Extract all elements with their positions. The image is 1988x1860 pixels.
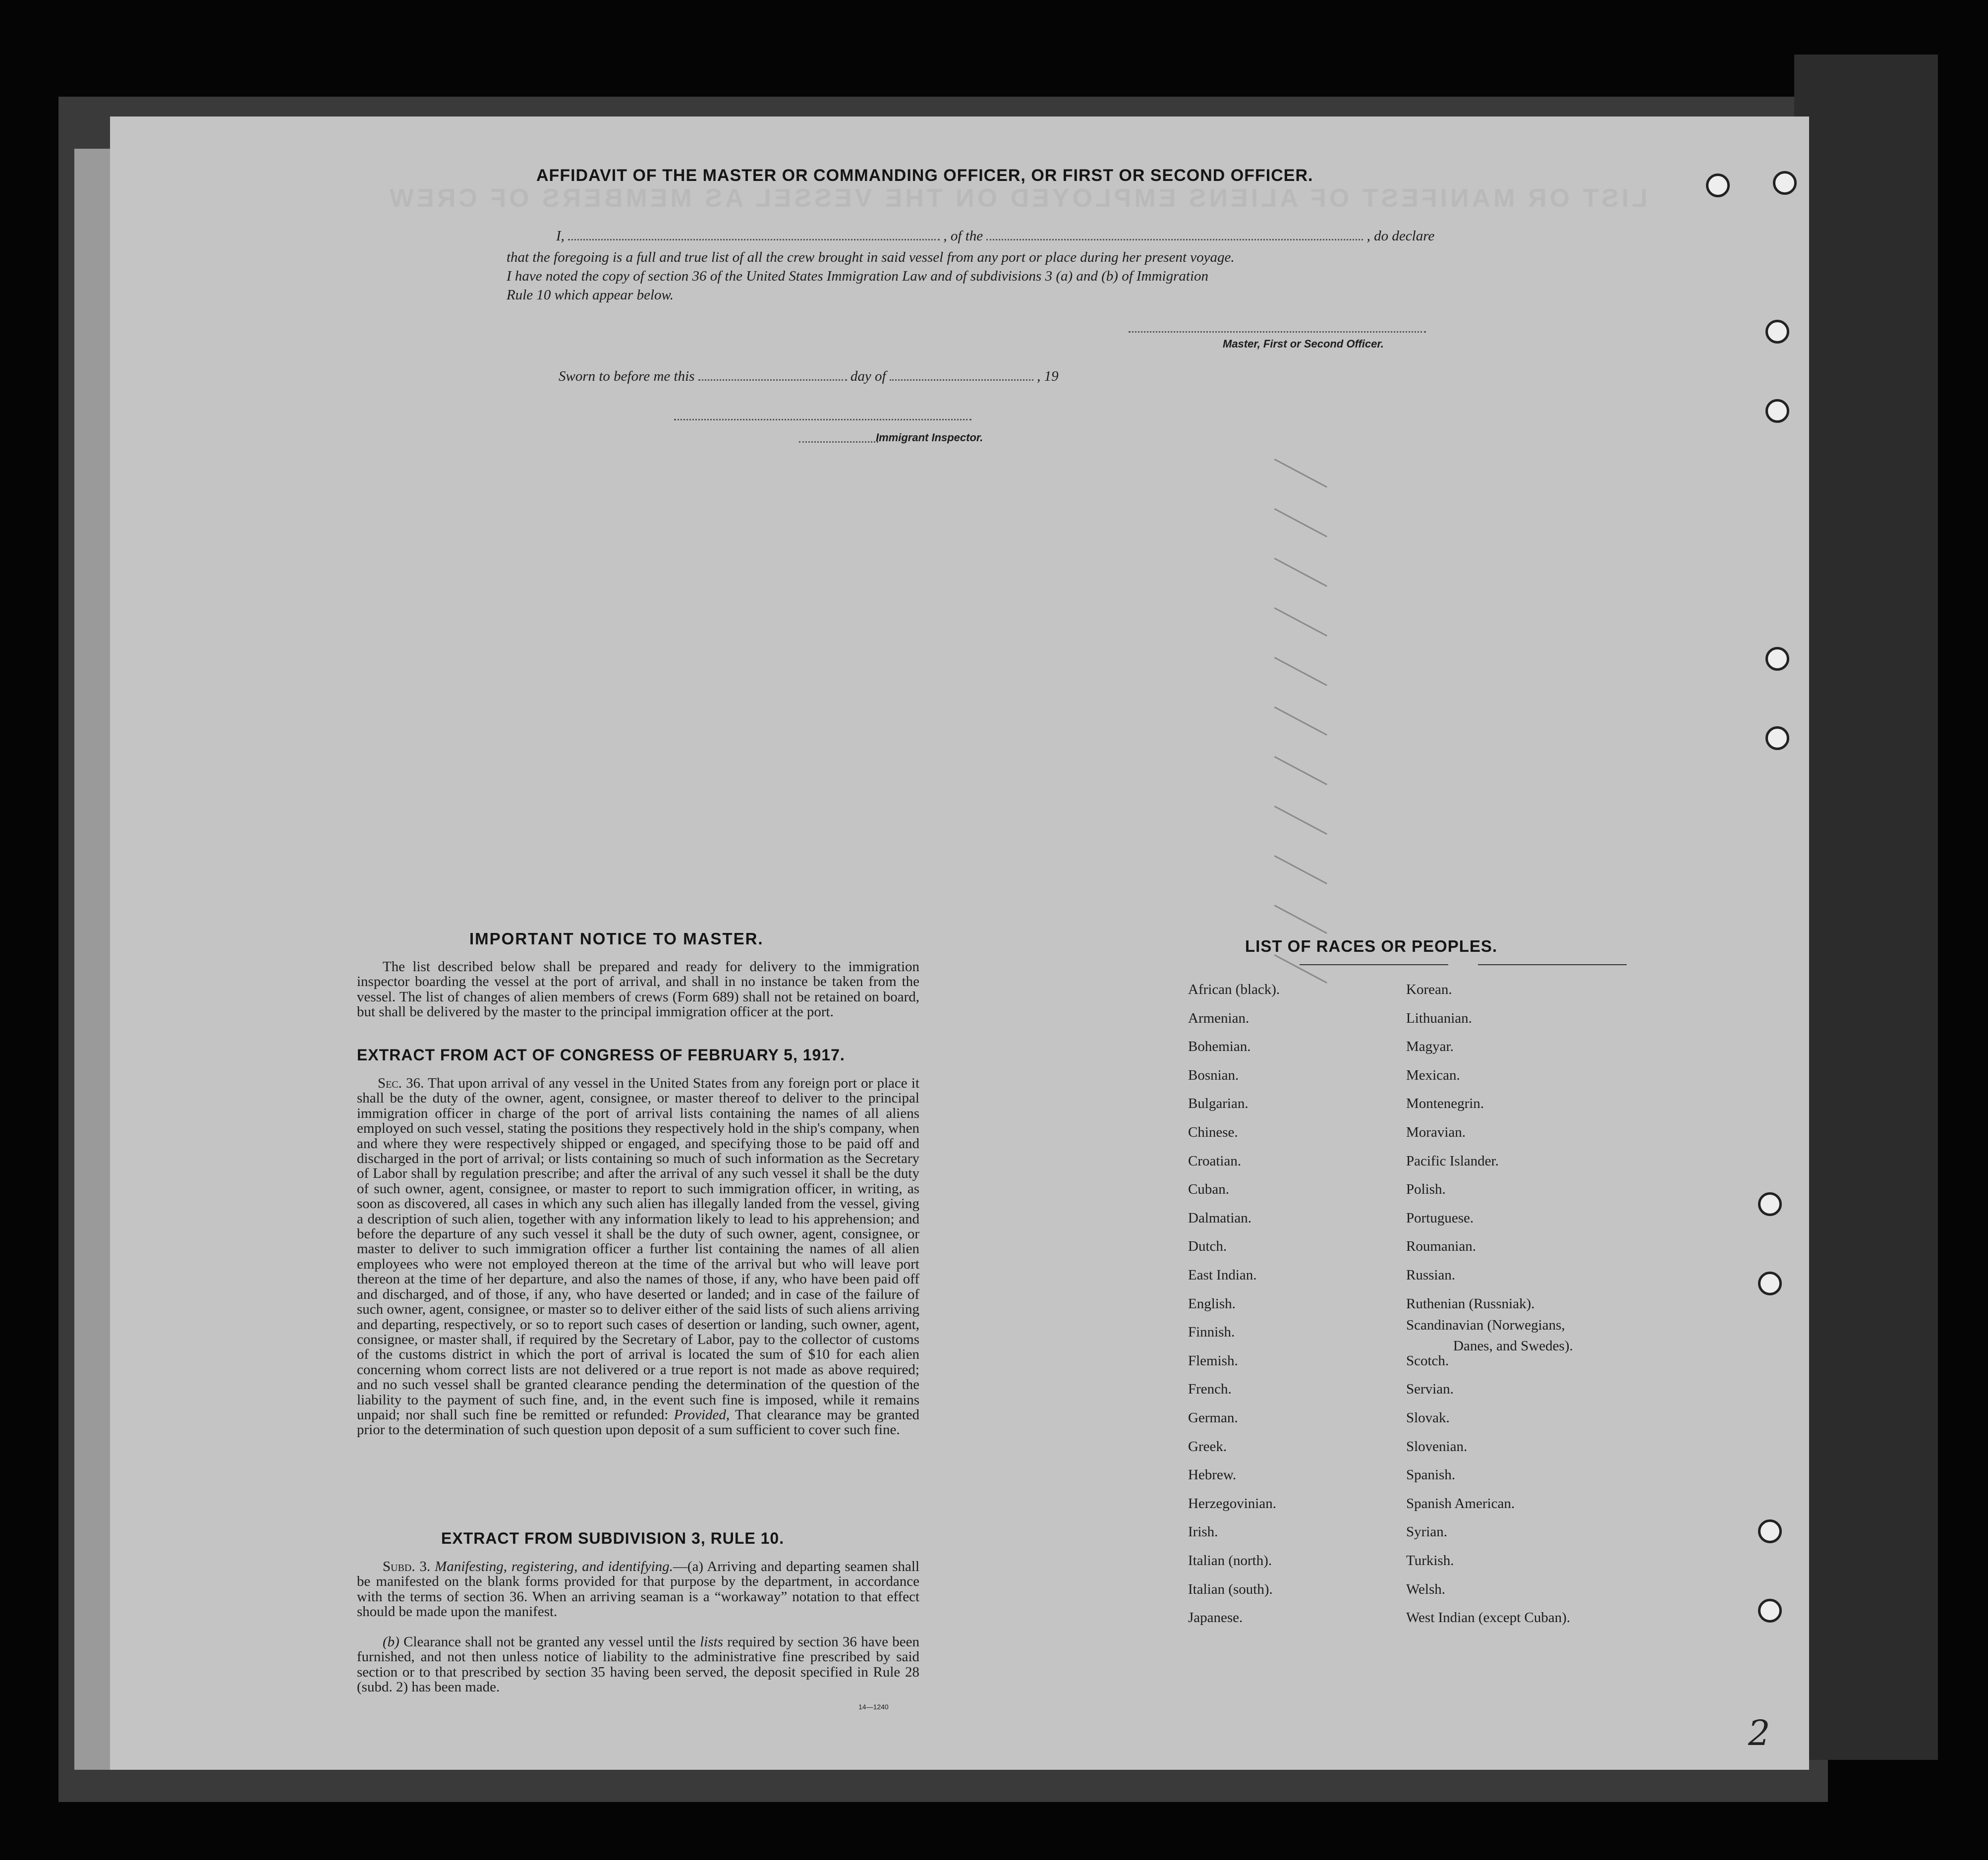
- act-provided: Provided,: [674, 1406, 730, 1423]
- rule-subd-label: Subd. 3.: [383, 1559, 431, 1574]
- act-section-end: That clearance may be granted prior to the determination of such question upon deposit of a sum sufficient to cover such fine.: [357, 1406, 919, 1438]
- bleed-through-stroke: [1274, 657, 1327, 686]
- inspector-caption: Immigrant Inspector.: [876, 431, 983, 444]
- race-item: Italian (south).: [1188, 1581, 1273, 1597]
- race-item: Russian.: [1406, 1267, 1456, 1283]
- act-section-body: That upon arrival of any vessel in the United States from any foreign port or place it shall be the duty of the owner, agent, consignee, or master thereof to deliver to the principal immigration officer in charge of the port of arrival lists containing the names of all aliens employed on such vessel, stating the positions they respectively hold in the ship's company, when and where they were respectively shipped or engaged, and specifying those to be paid off and discharged in the port of arrival; or lists containing so much of such information as the Secretary of Labor shall by regulation prescribe; and after the arrival of any such vessel it shall be the duty of such owner, agent, consignee, or master to report to such immigration officer, in writing, as soon as discovered, all cases in which any such alien has illegally landed from the vessel, giving a description of such alien, together with any information likely to lead to his apprehension; and before the departure of any such vessel it shall be the duty of such owner, agent, consignee, or master to deliver to such immigration officer a further list containing the names of all alien employees who were not employed thereon at the time of the arrival but who will leave port thereon at the time of her departure, and also the names of those, if any, who have been paid off and discharged, and of those, if any, who have deserted or landed; and in case of the failure of such owner, agent, consignee, or master so to deliver either of the said lists of such aliens arriving and departing, respectively, or so to report such cases of desertion or landing, such owner, agent, consignee, or master shall, if required by the Secretary of Labor, pay to the collector of customs of the customs district in which the port of arrival is located the sum of $10 for each alien concerning whom correct lists are not delivered or a true report is not made as above required; and no such vessel shall be granted clearance pending the determination of the question of the liability to the payment of such fine, and, in the event such fine is imposed, while it remains unpaid; nor shall such fine be remitted or refunded:: [357, 1075, 920, 1423]
- bleed-through-stroke: [1274, 806, 1327, 835]
- race-item: Lithuanian.: [1406, 1010, 1472, 1026]
- rule-subd-heading: Manifesting, registering, and identifying.: [435, 1559, 673, 1574]
- bleed-through-stroke: [1274, 756, 1327, 785]
- rule-a-body: —(a) Arriving and departing seamen shall be manifested on the blank forms provided for that purpose by the department, in accordance with the terms of section 36. When an arriving seaman is a “workaway” notation to that effect should be made upon the manifest.: [357, 1559, 919, 1620]
- act-text: [357, 1076, 919, 1438]
- race-item: Turkish.: [1406, 1553, 1454, 1569]
- race-item: West Indian (except Cuban).: [1406, 1610, 1571, 1626]
- race-item: Ruthenian (Russniak).: [1406, 1295, 1535, 1312]
- binder-hole: [1765, 647, 1789, 671]
- race-item: Bohemian.: [1188, 1039, 1251, 1055]
- race-item: Montenegrin.: [1406, 1096, 1484, 1112]
- race-item: Korean.: [1406, 982, 1452, 997]
- bleed-through-stroke: [1274, 706, 1327, 736]
- race-item: Hebrew.: [1188, 1467, 1237, 1483]
- affidavit-line-4: Rule 10 which appear below.: [507, 287, 674, 303]
- act-section-label: Sec. 36.: [378, 1075, 424, 1091]
- race-item: Danes, and Swedes).: [1453, 1338, 1573, 1354]
- page-mark: 2: [1748, 1713, 1770, 1753]
- binder-hole: [1758, 1192, 1782, 1216]
- race-item: Servian.: [1406, 1381, 1454, 1397]
- races-title-rule-left: [1300, 964, 1448, 965]
- bleed-through-stroke: [1274, 459, 1327, 488]
- bleed-through-stroke: [1274, 607, 1327, 637]
- rule-text-b: [357, 1634, 919, 1695]
- affidavit-line-1: [556, 228, 1434, 244]
- rule-b-label: (b): [383, 1634, 399, 1650]
- race-item: Bosnian.: [1188, 1067, 1239, 1083]
- race-item: Mexican.: [1406, 1067, 1460, 1083]
- races-title: LIST OF RACES OR PEOPLES.: [1245, 937, 1498, 955]
- race-item: Pacific Islander.: [1406, 1153, 1499, 1169]
- notice-title: IMPORTANT NOTICE TO MASTER.: [469, 930, 764, 948]
- race-item: Japanese.: [1188, 1610, 1243, 1626]
- binder-hole: [1773, 171, 1797, 195]
- race-item: English.: [1188, 1295, 1236, 1312]
- sheet-edge-shadow: [74, 149, 114, 1770]
- bleed-through-stroke: [1274, 855, 1327, 884]
- signature-caption: Master, First or Second Officer.: [1223, 338, 1384, 350]
- rule-text-a: [357, 1559, 919, 1620]
- race-item: Armenian.: [1188, 1010, 1250, 1026]
- sworn-day-blank[interactable]: [698, 379, 847, 381]
- race-item: Roumanian.: [1406, 1238, 1476, 1255]
- bleed-through-stroke: [1274, 508, 1327, 537]
- sworn-day-label: day of: [850, 368, 886, 384]
- notice-text: The list described below shall be prepared and ready for delivery to the immigration inspector boarding the vessel at the port of arrival, and shall in no instance be taken from the vessel. The list of changes of alien members of crews (Form 689) shall not be retained on board, but shall be delivered by the master to the principal immigration officer at the port.: [357, 959, 919, 1020]
- inspector-signature-line-2: [799, 441, 878, 443]
- affidavit-line-2: that the foregoing is a full and true list of all the crew brought in said vessel from any port or place during her present voyage.: [507, 249, 1235, 265]
- race-item: Syrian.: [1406, 1524, 1447, 1540]
- bleed-through-title: LIST OR MANIFEST OF ALIENS EMPLOYED ON THE VESSEL AS MEMBERS OF CREW: [387, 184, 1647, 213]
- race-item: Moravian.: [1406, 1124, 1466, 1140]
- race-item: Herzegovinian.: [1188, 1495, 1276, 1511]
- sworn-line: [559, 368, 1059, 385]
- race-item: French.: [1188, 1381, 1232, 1397]
- race-item: Scandinavian (Norwegians,: [1406, 1317, 1565, 1334]
- race-item: Welsh.: [1406, 1581, 1446, 1597]
- race-item: Scotch.: [1406, 1352, 1449, 1369]
- rule-b-lists: lists: [700, 1634, 723, 1650]
- sworn-month-blank[interactable]: [890, 379, 1033, 381]
- binder-hole: [1765, 320, 1789, 344]
- form-number: 14—1240: [858, 1703, 889, 1711]
- race-item: Slovak.: [1406, 1410, 1450, 1426]
- race-item: Dalmatian.: [1188, 1210, 1252, 1226]
- backing-sheet-right: [1794, 55, 1938, 1760]
- bleed-through-stroke: [1274, 558, 1327, 587]
- rule-title: EXTRACT FROM SUBDIVISION 3, RULE 10.: [441, 1529, 785, 1547]
- race-item: Greek.: [1188, 1438, 1227, 1454]
- binder-hole: [1758, 1272, 1782, 1295]
- binder-hole: [1765, 399, 1789, 423]
- rule-b-body-2: required by section 36 have been furnished, and not then unless notice of liability to the administrative fine prescribed by said section or to that prescribed by section 35 having been served, the deposit specified in Rule 28 (subd. 2) has been made.: [357, 1634, 919, 1695]
- race-item: Italian (north).: [1188, 1553, 1272, 1569]
- race-item: Spanish American.: [1406, 1495, 1515, 1511]
- vessel-blank[interactable]: [986, 239, 1363, 240]
- signature-line[interactable]: [1129, 331, 1426, 333]
- race-item: Finnish.: [1188, 1324, 1235, 1340]
- race-item: Chinese.: [1188, 1124, 1238, 1140]
- binder-hole: [1758, 1599, 1782, 1623]
- race-item: Irish.: [1188, 1524, 1218, 1540]
- race-item: Flemish.: [1188, 1352, 1238, 1369]
- binder-hole: [1706, 174, 1730, 197]
- race-item: Slovenian.: [1406, 1438, 1468, 1454]
- sworn-label: Sworn to before me this: [559, 368, 695, 384]
- race-item: East Indian.: [1188, 1267, 1257, 1283]
- race-item: African (black).: [1188, 982, 1280, 997]
- sworn-year-label: , 19: [1037, 368, 1059, 384]
- race-item: German.: [1188, 1410, 1238, 1426]
- inspector-signature-line[interactable]: [674, 419, 971, 420]
- race-item: Cuban.: [1188, 1181, 1229, 1198]
- race-item: Magyar.: [1406, 1039, 1454, 1055]
- bleed-through-stroke: [1274, 954, 1327, 984]
- affidavit-i-label: I,: [556, 228, 565, 244]
- bleed-through-stroke: [1274, 905, 1327, 934]
- affidavit-declare-label: , do declare: [1366, 228, 1435, 244]
- race-item: Bulgarian.: [1188, 1096, 1249, 1112]
- race-item: Dutch.: [1188, 1238, 1227, 1255]
- manifest-page: [110, 116, 1809, 1770]
- affidavit-line-3: I have noted the copy of section 36 of the United States Immigration Law and of subdivisions 3 (a) and (b) of Immigration: [507, 268, 1209, 284]
- rule-b-body-1: Clearance shall not be granted any vessel until the: [403, 1634, 696, 1650]
- name-blank[interactable]: [568, 239, 940, 240]
- races-title-rule-right: [1478, 964, 1627, 965]
- binder-hole: [1758, 1519, 1782, 1543]
- binder-hole: [1765, 726, 1789, 750]
- race-item: Polish.: [1406, 1181, 1446, 1198]
- race-item: Croatian.: [1188, 1153, 1242, 1169]
- act-title: EXTRACT FROM ACT OF CONGRESS OF FEBRUARY 5, 1917.: [357, 1046, 845, 1064]
- affidavit-title: AFFIDAVIT OF THE MASTER OR COMMANDING OFFICER, OR FIRST OR SECOND OFFICER.: [536, 166, 1313, 185]
- affidavit-of-label: , of the: [943, 228, 983, 244]
- race-item: Portuguese.: [1406, 1210, 1474, 1226]
- race-item: Spanish.: [1406, 1467, 1456, 1483]
